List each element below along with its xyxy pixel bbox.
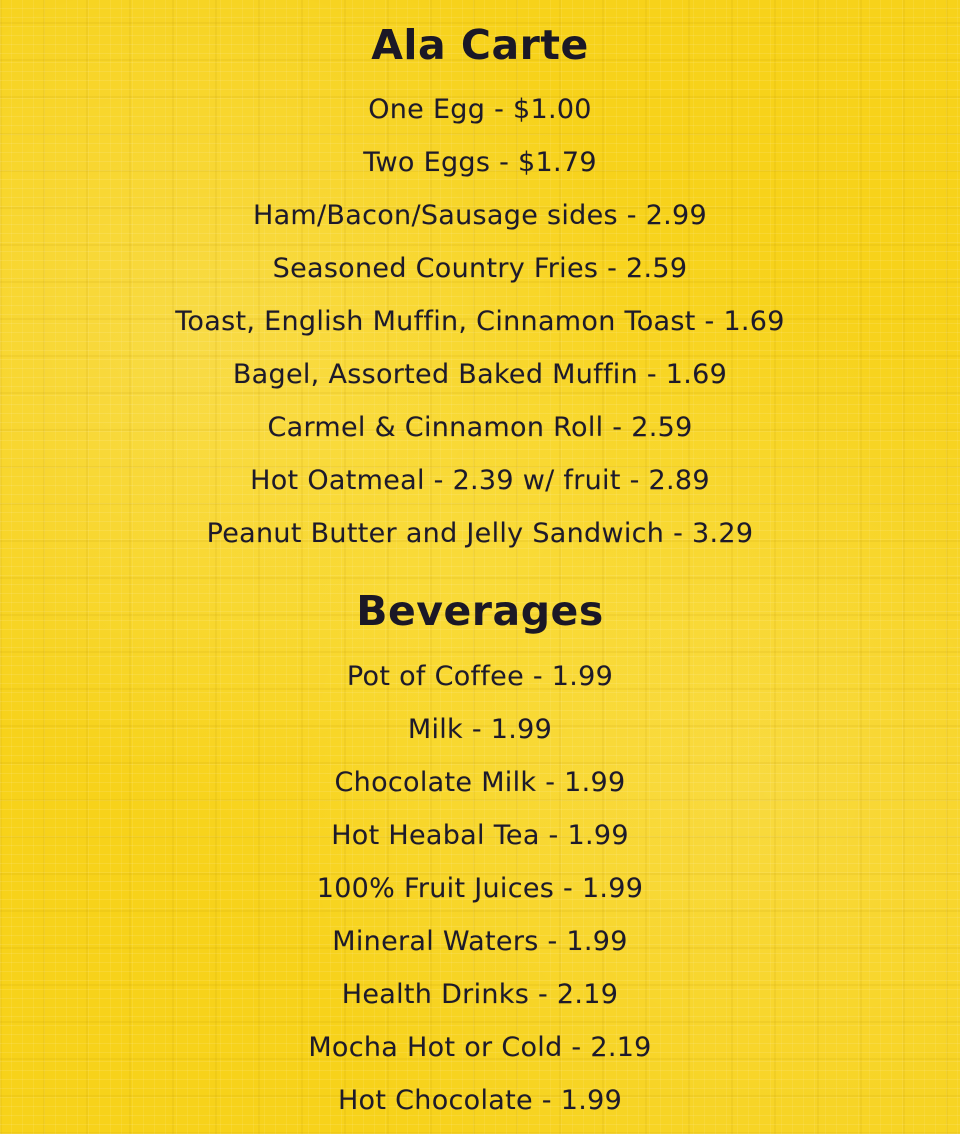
- menu-item: Peanut Butter and Jelly Sandwich - 3.29: [206, 518, 754, 549]
- menu-item: Mocha Hot or Cold - 2.19: [308, 1032, 652, 1063]
- menu-item: Ham/Bacon/Sausage sides - 2.99: [252, 200, 708, 231]
- menu-item: Toast, English Muffin, Cinnamon Toast - 1.69: [175, 306, 785, 337]
- section-title-beverages: Beverages: [356, 587, 604, 635]
- menu-item: Milk - 1.99: [407, 714, 553, 745]
- menu-item: Chocolate Milk - 1.99: [334, 767, 626, 798]
- menu-item: One Egg - $1.00: [368, 94, 592, 125]
- menu-item: Hot Oatmeal - 2.39 w/ fruit - 2.89: [250, 465, 710, 496]
- menu-item: 100% Fruit Juices - 1.99: [316, 873, 644, 904]
- menu-item: Carmel & Cinnamon Roll - 2.59: [267, 412, 693, 443]
- menu-item: Bagel, Assorted Baked Muffin - 1.69: [232, 359, 728, 390]
- menu-item: Hot Heabal Tea - 1.99: [331, 820, 629, 851]
- menu-item: Pot of Coffee - 1.99: [346, 661, 614, 692]
- menu-item: Mineral Waters - 1.99: [332, 926, 628, 957]
- menu-item: Two Eggs - $1.79: [363, 147, 597, 178]
- menu-item: Hot Chocolate - 1.99: [337, 1085, 623, 1116]
- menu-item: Health Drinks - 2.19: [341, 979, 619, 1010]
- menu-item: Seasoned Country Fries - 2.59: [272, 253, 688, 284]
- section-title-ala-carte: Ala Carte: [371, 21, 589, 69]
